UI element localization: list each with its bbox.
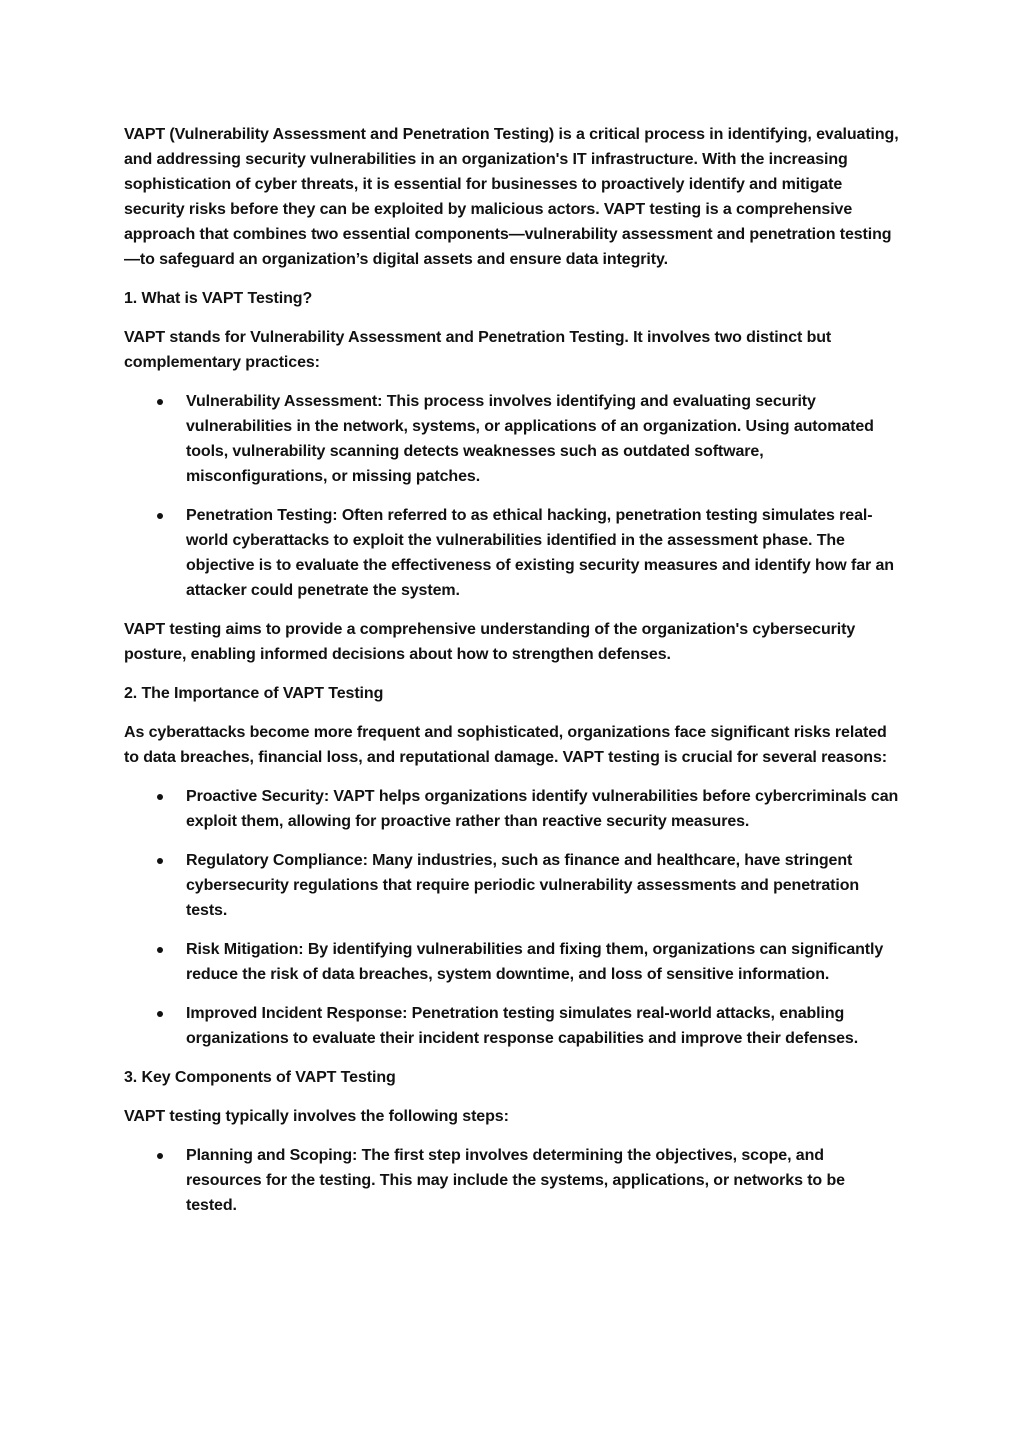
section-1-lead: VAPT stands for Vulnerability Assessment and Penetration Testing. It involves two distinct but complementary practices:: [124, 329, 832, 371]
section-2-heading: 2. The Importance of VAPT Testing: [124, 685, 384, 702]
list-item-text: Vulnerability Assessment: This process involves identifying and evaluating security vulnerabilities in the network, systems, or applications of an organization. Using automated tools, vulnerability scanning detects weaknesses such as outdated software, misconfigurations, or missing patches.: [186, 393, 874, 485]
section-3-heading: 3. Key Components of VAPT Testing: [124, 1069, 396, 1086]
bullet-icon: [157, 794, 163, 800]
bullet-icon: [157, 947, 163, 953]
document-page: [124, 122, 900, 1232]
list-item: [124, 1143, 900, 1218]
section-1-heading: 1. What is VAPT Testing?: [124, 290, 313, 307]
section-2-lead: As cyberattacks become more frequent and sophisticated, organizations face significant risks related to data breaches, financial loss, and reputational damage. VAPT testing is crucial for several reasons:: [124, 724, 887, 766]
section-1-list: [124, 389, 900, 603]
list-item-text: Planning and Scoping: The first step involves determining the objectives, scope, and resources for the testing. This may include the systems, applications, or networks to be tested.: [186, 1147, 845, 1214]
list-item: [124, 784, 900, 834]
section-2-list: [124, 784, 900, 1051]
list-item: [124, 937, 900, 987]
bullet-icon: [157, 858, 163, 864]
list-item-text: Penetration Testing: Often referred to as ethical hacking, penetration testing simulates real-world cyberattacks to exploit the vulnerabilities identified in the assessment phase. The objective is to evaluate the effectiveness of existing security measures and identify how far an attacker could penetrate the system.: [186, 507, 894, 599]
bullet-icon: [157, 1153, 163, 1159]
list-item-text: Improved Incident Response: Penetration testing simulates real-world attacks, enabling organizations to evaluate their incident response capabilities and improve their defenses.: [186, 1005, 859, 1047]
bullet-icon: [157, 513, 163, 519]
intro-paragraph: VAPT (Vulnerability Assessment and Penetration Testing) is a critical process in identifying, evaluating, and addressing security vulnerabilities in an organization's IT infrastructure. With the increasing sophistication of cyber threats, it is essential for businesses to proactively identify and mitigate security risks before they can be exploited by malicious actors. VAPT testing is a comprehensive approach that combines two essential components—vulnerability assessment and penetration testing—to safeguard an organization’s digital assets and ensure data integrity.: [124, 126, 899, 268]
list-item: [124, 848, 900, 923]
list-item: [124, 1001, 900, 1051]
list-item: [124, 389, 900, 489]
list-item-text: Risk Mitigation: By identifying vulnerabilities and fixing them, organizations can significantly reduce the risk of data breaches, system downtime, and loss of sensitive information.: [186, 941, 884, 983]
section-3-list: [124, 1143, 900, 1218]
bullet-icon: [157, 399, 163, 405]
list-item: [124, 503, 900, 603]
section-3-lead: VAPT testing typically involves the following steps:: [124, 1108, 509, 1125]
bullet-icon: [157, 1011, 163, 1017]
section-1-closing: VAPT testing aims to provide a comprehensive understanding of the organization's cybersecurity posture, enabling informed decisions about how to strengthen defenses.: [124, 621, 856, 663]
list-item-text: Regulatory Compliance: Many industries, such as finance and healthcare, have stringent cybersecurity regulations that require periodic vulnerability assessments and penetration tests.: [186, 852, 860, 919]
list-item-text: Proactive Security: VAPT helps organizations identify vulnerabilities before cybercriminals can exploit them, allowing for proactive rather than reactive security measures.: [186, 788, 899, 830]
